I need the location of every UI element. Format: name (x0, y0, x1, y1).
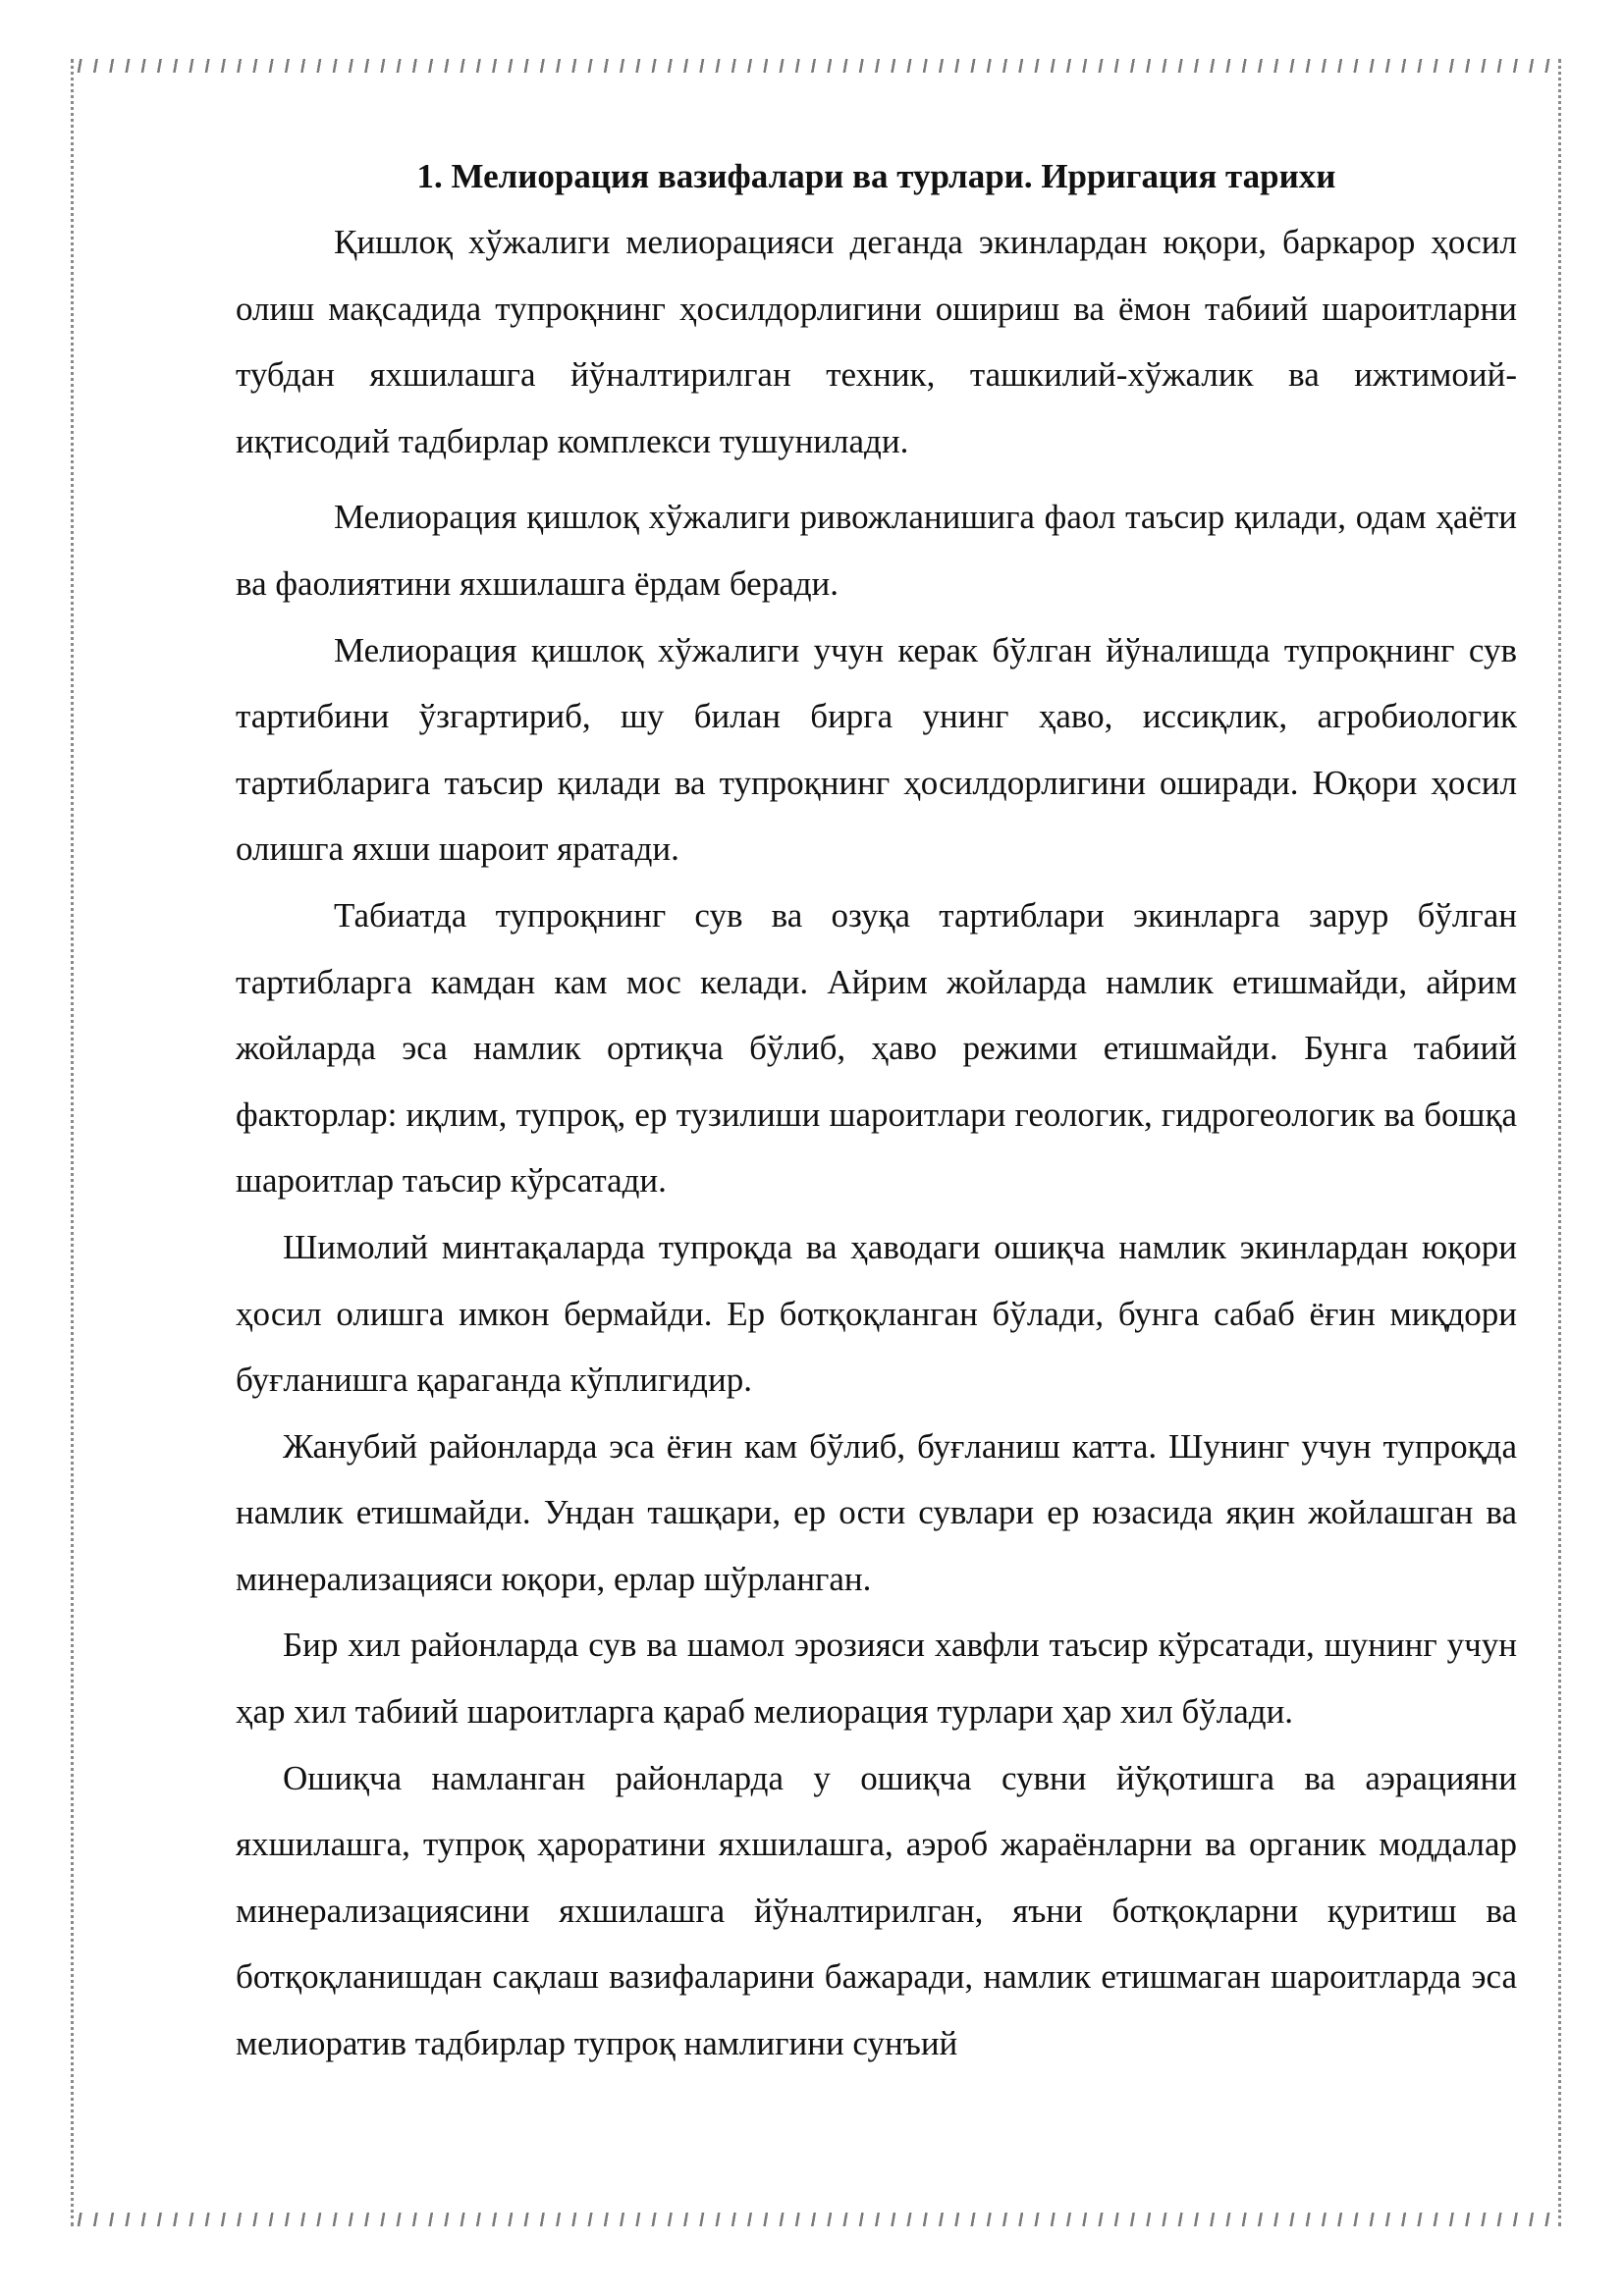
paragraph-northern-regions: Шимолий минтақаларда тупроқда ва ҳаводаги ошиқча намлик экинлардан юқори ҳосил олишга имкон бермайди. Ер ботқоқланган бўлади, бунга сабаб ёғин миқдори буғланишга қараганда кўплигидир. (236, 1227, 1517, 1400)
paragraph-erosion: Бир хил районларда сув ва шамол эрозияси хавфли таъсир кўрсатади, шунинг учун ҳар хил табиий шароитларга қараб мелиорация турлари ҳар хил бўлади. (236, 1626, 1517, 1732)
section-title: 1. Мелиорация вазифалари ва турлари. Ирригация тарихи (416, 157, 1336, 195)
page-border-bottom-strip (71, 2213, 1561, 2226)
paragraph-excess-moisture: Ошиқча намланган районларда у ошиқча сувни йўқотишга ва аэрацияни яхшилашга, тупроқ ҳароратини яхшилашга, аэроб жараёнларни ва органик моддалар минерализациясини яхшилашга йўналтирилган, яъни ботқоқларни қуритиш ва ботқоқланишдан сақлаш вазифаларини бажаради, намлик етишмаган шароитларда эса мелиоратив тадбирлар тупроқ намлигини сунъий (236, 1758, 1517, 2063)
paragraph-southern-regions: Жанубий районларда эса ёғин кам бўлиб, буғланиш катта. Шунинг учун тупроқда намлик етишмайди. Ундан ташқари, ер ости сувлари ер юзасида яқин жойлашган ва минерализацияси юқори, ерлар шўрланган. (236, 1426, 1517, 1598)
paragraph-influence: Мелиорация қишлоқ хўжалиги ривожланишига фаол таъсир қилади, одам ҳаёти ва фаолиятини яхшилашга ёрдам беради. (236, 498, 1517, 603)
paragraph-definition: Қишлоқ хўжалиги мелиорацияси деганда экинлардан юқори, баркарор ҳосил олиш мақсадида тупроқнинг ҳосилдорлигини ошириш ва ёмон табиий шароитларни тубдан яхшилашга йўналтирилган техник, ташкилий-хўжалик ва ижтимоий- иқтисодий тадбирлар комплекси тушунилади. (236, 223, 1517, 460)
page-border-top-strip (71, 59, 1561, 73)
paragraph-water-regime: Мелиорация қишлоқ хўжалиги учун керак бўлган йўналишда тупроқнинг сув тартибини ўзгартириб, шу билан бирга унинг ҳаво, иссиқлик, агробиологик тартибларига таъсир қилади ва тупроқнинг ҳосилдорлигини оширади. Юқори ҳосил олишга яхши шароит яратади. (236, 630, 1517, 869)
paragraph-nature: Табиатда тупроқнинг сув ва озуқа тартиблари экинларга зарур бўлган тартибларга камдан кам мос келади. Айрим жойларда намлик етишмайди, айрим жойларда эса намлик ортиқча бўлиб, ҳаво режими етишмайди. Бунга табиий факторлар: иқлим, тупроқ, ер тузилиши шароитлари геологик, гидрогеологик ва бошқа шароитлар таъсир кўрсатади. (236, 895, 1517, 1201)
document-body (236, 152, 1517, 2077)
